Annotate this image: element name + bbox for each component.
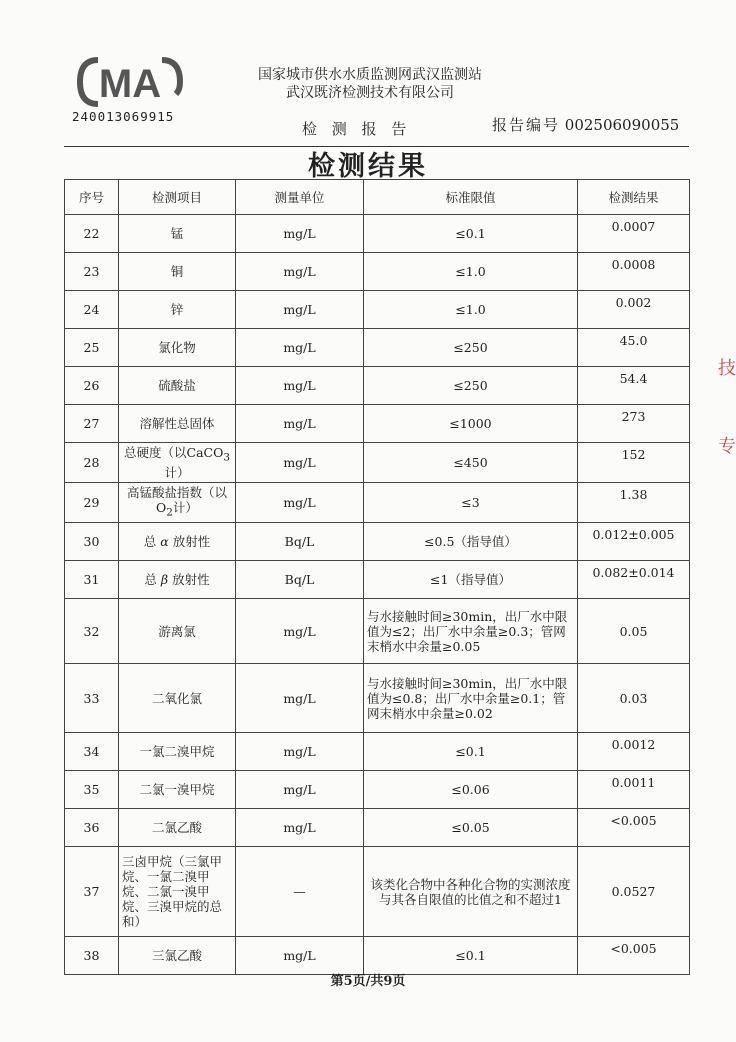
cell-item: [119, 561, 236, 599]
report-number: 002506090055: [564, 116, 680, 134]
cell-limit: 与水接触时间≥30min，出厂水中限值为≤0.8；出厂水中余量≥0.1；管网末梢水中余量≥0.02: [364, 664, 578, 733]
cma-logo: [76, 56, 184, 108]
cell-unit: mg/L: [236, 215, 364, 253]
cell-no: 36: [65, 809, 119, 847]
cell-no: 28: [65, 443, 119, 483]
table-row: [65, 847, 690, 937]
cell-limit: ≤0.05: [364, 809, 578, 847]
cell-limit: ≤0.1: [364, 215, 578, 253]
cell-item: 二氯乙酸: [119, 809, 236, 847]
item-subscript: 2: [166, 506, 173, 519]
logo-text: MA: [98, 62, 162, 106]
item-text-b: 计）: [164, 465, 190, 481]
cell-result: 1.38: [578, 483, 690, 523]
cell-unit: —: [236, 847, 364, 937]
cell-limit: ≤3: [364, 483, 578, 523]
table-header-row: [65, 180, 690, 215]
cell-limit: ≤0.5（指导值）: [364, 523, 578, 561]
cell-unit: mg/L: [236, 937, 364, 975]
cell-unit: mg/L: [236, 733, 364, 771]
cell-result: <0.005: [578, 809, 690, 847]
cell-unit: mg/L: [236, 809, 364, 847]
item-text-a: 总硬度（以CaCO: [124, 444, 224, 460]
cell-no: 30: [65, 523, 119, 561]
cell-limit: ≤1.0: [364, 253, 578, 291]
item-text-b: 计）: [172, 499, 198, 515]
stamp-char: 专: [718, 436, 736, 457]
table-row: [65, 561, 690, 599]
cell-no: 32: [65, 599, 119, 664]
cell-no: 31: [65, 561, 119, 599]
cell-unit: Bq/L: [236, 523, 364, 561]
table-row: [65, 809, 690, 847]
item-text-b: 放射性: [172, 534, 211, 549]
cell-no: 38: [65, 937, 119, 975]
cell-limit: 该类化合物中各种化合物的实测浓度与其各自限值的比值之和不超过1: [364, 847, 578, 937]
table-row: [65, 523, 690, 561]
cell-unit: mg/L: [236, 253, 364, 291]
table-row: [65, 599, 690, 664]
col-header-unit: 测量单位: [236, 180, 364, 215]
cell-item: 二氯一溴甲烷: [119, 771, 236, 809]
cell-item: 氯化物: [119, 329, 236, 367]
cell-no: 34: [65, 733, 119, 771]
cell-item: 一氯二溴甲烷: [119, 733, 236, 771]
cell-result: 0.05: [578, 599, 690, 664]
cell-no: 35: [65, 771, 119, 809]
cell-item: 硫酸盐: [119, 367, 236, 405]
cell-item: 三卤甲烷（三氯甲烷、一氯二溴甲烷、二氯一溴甲烷、三溴甲烷的总和）: [119, 847, 236, 937]
cell-limit: ≤0.06: [364, 771, 578, 809]
cell-result: 0.0012: [578, 733, 690, 771]
report-title: 检 测 报 告: [302, 120, 412, 138]
table-row: [65, 664, 690, 733]
cell-no: 37: [65, 847, 119, 937]
cell-result: 0.0007: [578, 215, 690, 253]
cell-unit: mg/L: [236, 291, 364, 329]
cell-limit: ≤0.1: [364, 937, 578, 975]
page-number: 第5页/共9页: [330, 974, 406, 989]
cell-result: 0.082±0.014: [578, 561, 690, 599]
cell-unit: mg/L: [236, 664, 364, 733]
cell-no: 22: [65, 215, 119, 253]
cell-result: 54.4: [578, 367, 690, 405]
item-text-a: 总: [144, 572, 157, 587]
report-number-block: [492, 114, 679, 135]
cell-no: 24: [65, 291, 119, 329]
table-row: [65, 733, 690, 771]
report-number-label: 报告编号: [492, 116, 561, 134]
cell-limit: ≤0.1: [364, 733, 578, 771]
cell-item: [119, 523, 236, 561]
org-line-2: 武汉既济检测技术有限公司: [286, 85, 454, 101]
cell-limit: ≤1（指导值）: [364, 561, 578, 599]
greek-alpha: α: [160, 534, 169, 549]
stamp-char: 技: [718, 358, 736, 379]
cell-result: 0.0011: [578, 771, 690, 809]
cell-item: 锌: [119, 291, 236, 329]
table-row: [65, 483, 690, 523]
col-header-no: 序号: [65, 180, 119, 215]
cell-unit: mg/L: [236, 405, 364, 443]
cell-result: 0.012±0.005: [578, 523, 690, 561]
col-header-limit: 标准限值: [364, 180, 578, 215]
table-row: [65, 253, 690, 291]
cell-result: 152: [578, 443, 690, 483]
page-heading: 检测结果: [308, 151, 428, 182]
cell-unit: mg/L: [236, 771, 364, 809]
cell-item: 溶解性总固体: [119, 405, 236, 443]
cell-no: 26: [65, 367, 119, 405]
table-row: [65, 367, 690, 405]
cell-no: 25: [65, 329, 119, 367]
cell-item: [119, 483, 236, 523]
greek-beta: β: [160, 572, 169, 587]
cell-result: 0.0527: [578, 847, 690, 937]
table-row: [65, 937, 690, 975]
cell-result: 273: [578, 405, 690, 443]
cell-limit: ≤250: [364, 329, 578, 367]
cell-no: 33: [65, 664, 119, 733]
results-table: [64, 179, 690, 975]
table-row: [65, 329, 690, 367]
cell-result: 45.0: [578, 329, 690, 367]
item-subscript: 3: [223, 451, 230, 464]
cell-unit: mg/L: [236, 599, 364, 664]
cell-no: 27: [65, 405, 119, 443]
cell-result: 0.03: [578, 664, 690, 733]
table-row: [65, 771, 690, 809]
certificate-number: 240013069915: [72, 109, 175, 124]
cell-unit: mg/L: [236, 443, 364, 483]
cell-no: 29: [65, 483, 119, 523]
col-header-result: 检测结果: [578, 180, 690, 215]
table-row: [65, 291, 690, 329]
cell-result: <0.005: [578, 937, 690, 975]
cell-limit: ≤450: [364, 443, 578, 483]
red-stamp-fragment: [710, 360, 736, 520]
cell-item: 锰: [119, 215, 236, 253]
org-line-1: 国家城市供水水质监测网武汉监测站: [258, 67, 482, 83]
item-text-b: 放射性: [172, 572, 210, 587]
col-header-item: 检测项目: [119, 180, 236, 215]
cell-item: 三氯乙酸: [119, 937, 236, 975]
cell-item: 二氧化氯: [119, 664, 236, 733]
item-text-a: 高锰酸盐指数（以O: [126, 484, 227, 515]
cell-result: 0.002: [578, 291, 690, 329]
cell-unit: mg/L: [236, 483, 364, 523]
cell-limit: ≤1000: [364, 405, 578, 443]
cell-unit: Bq/L: [236, 561, 364, 599]
cell-item: 铜: [119, 253, 236, 291]
cell-limit: ≤250: [364, 367, 578, 405]
item-text-a: 总: [143, 534, 157, 549]
cell-no: 23: [65, 253, 119, 291]
cell-unit: mg/L: [236, 367, 364, 405]
table-row: [65, 405, 690, 443]
cell-limit: ≤1.0: [364, 291, 578, 329]
cell-item: 游离氯: [119, 599, 236, 664]
cell-unit: mg/L: [236, 329, 364, 367]
table-row: [65, 215, 690, 253]
cell-item: [119, 443, 236, 483]
cell-limit: 与水接触时间≥30min，出厂水中限值为≤2；出厂水中余量≥0.3；管网末梢水中余量≥0.05: [364, 599, 578, 664]
table-row: [65, 443, 690, 483]
cell-result: 0.0008: [578, 253, 690, 291]
